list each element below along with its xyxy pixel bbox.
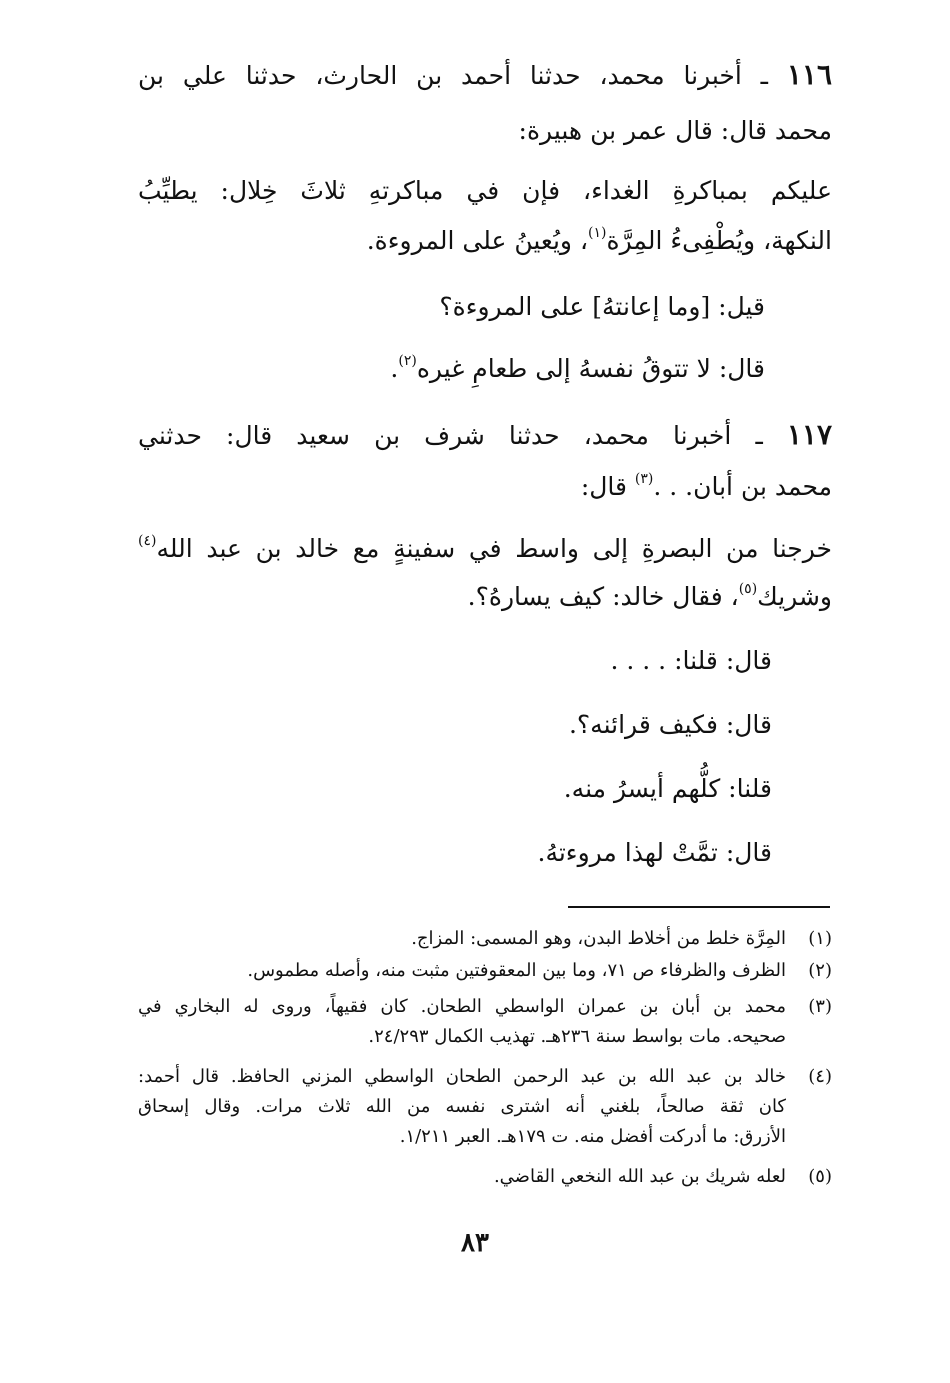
footnote-5: [138, 1164, 832, 1190]
footnote-label: (٣): [808, 996, 832, 1017]
footnote-ref-3: (٣): [634, 471, 654, 487]
footnote-3: [138, 994, 832, 1054]
footnote-ref-2: (٢): [398, 353, 417, 369]
answer-line-b: .: [390, 354, 399, 383]
dialogue-line-3: قلنا: كلُّهم أيسرُ منه.: [563, 774, 772, 803]
entry-116-text-1: ـ أخبرنا محمد، حدثنا أحمد بن الحارث، حدثنا علي بن: [138, 61, 787, 90]
quote-116-line-2b: ، ويُعينُ على المروءة.: [366, 226, 589, 255]
entry-116-line-1: [138, 58, 832, 93]
answer-line: [390, 352, 765, 386]
entry-117-line-2: [581, 470, 832, 504]
footnote-text-line-2: كان ثقة صالحاً، بلغني أنه اشترى نفسه من الله ثلاث مرات. وقال إسحاق: [138, 1096, 786, 1117]
entry-117-line-2b: قال:: [580, 472, 635, 501]
story-line-1a: خرجنا من البصرةِ إلى واسط في سفينةٍ مع خالد بن عبد الله: [156, 534, 832, 563]
footnote-text-line-1: محمد بن أبان بن عمران الواسطي الطحان. كان فقيهاً، وروى له البخاري في: [138, 996, 786, 1017]
entry-116-number: ١١٦: [786, 58, 832, 91]
footnote-label: (٢): [808, 960, 832, 981]
entry-117-text-1: ـ أخبرنا محمد، حدثنا شرف بن سعيد قال: حدثني: [138, 421, 787, 450]
story-line-2: [468, 580, 832, 614]
footnote-text-line-2: صحيحه. مات بواسط سنة ٢٣٦هـ. تهذيب الكمال ٢٤/٢٩٣.: [368, 1026, 786, 1047]
footnote-ref-4: (٤): [138, 533, 157, 549]
entry-117-line-1: [138, 418, 832, 453]
footnote-text: لعله شريك بن عبد الله النخعي القاضي.: [493, 1166, 786, 1187]
footnote-text: المِرَّة خلط من أخلاط البدن، وهو المسمى: المزاج.: [411, 928, 786, 949]
footnote-text-line-1: خالد بن عبد الله بن عبد الرحمن الطحان الواسطي المزني الحافظ. قال أحمد:: [138, 1066, 786, 1087]
entry-116-line-2: محمد قال: قال عمر بن هبيرة:: [518, 116, 832, 145]
answer-line-a: قال: لا تتوقُ نفسهُ إلى طعامِ غيره: [416, 354, 765, 383]
story-line-2a: وشريك: [757, 582, 832, 611]
story-line-2b: ، فقال خالد: كيف يسارهُ؟.: [467, 582, 739, 611]
footnote-2: [138, 958, 832, 984]
footnote-ref-1: (١): [588, 225, 607, 241]
entry-117-number: ١١٧: [786, 418, 832, 451]
footnote-label: (٤): [808, 1066, 832, 1087]
footnote-label: (١): [808, 928, 832, 949]
footnote-text: الظرف والظرفاء ص ٧١، وما بين المعقوفتين مثبت منه، وأصله مطموس.: [247, 960, 786, 981]
footnote-ref-5: (٥): [738, 581, 758, 597]
footnote-separator: [568, 906, 830, 908]
quote-116-line-2a: النكهة، ويُطْفِىءُ المِرَّة: [606, 226, 832, 255]
dialogue-line-2: قال: فكيف قرائنه؟.: [568, 710, 772, 739]
quote-116-line-1: عليكم بمباكرةِ الغداء، فإن في مباكرتهِ ثلاثَ خِلال: يطيِّبُ: [138, 176, 832, 205]
footnote-1: [138, 926, 832, 952]
dialogue-line-4: قال: تمَّتْ لهذا مروءتهُ.: [537, 838, 772, 867]
question-line: قيل: [وما إعانتهُ] على المروءة؟: [439, 292, 765, 321]
page-number: ٨٣: [461, 1228, 489, 1258]
footnote-4: [138, 1064, 832, 1154]
dialogue-line-1: قال: قلنا: . . . .: [610, 646, 772, 675]
story-line-1: [138, 532, 832, 566]
entry-117-line-2a: محمد بن أبان. . .: [653, 472, 832, 501]
quote-116-line-2: [367, 224, 832, 258]
footnote-text-line-3: الأزرق: ما أدركت أفضل منه. ت ١٧٩هـ. العبر ١/٢١١.: [399, 1126, 786, 1147]
footnote-label: (٥): [808, 1166, 832, 1187]
